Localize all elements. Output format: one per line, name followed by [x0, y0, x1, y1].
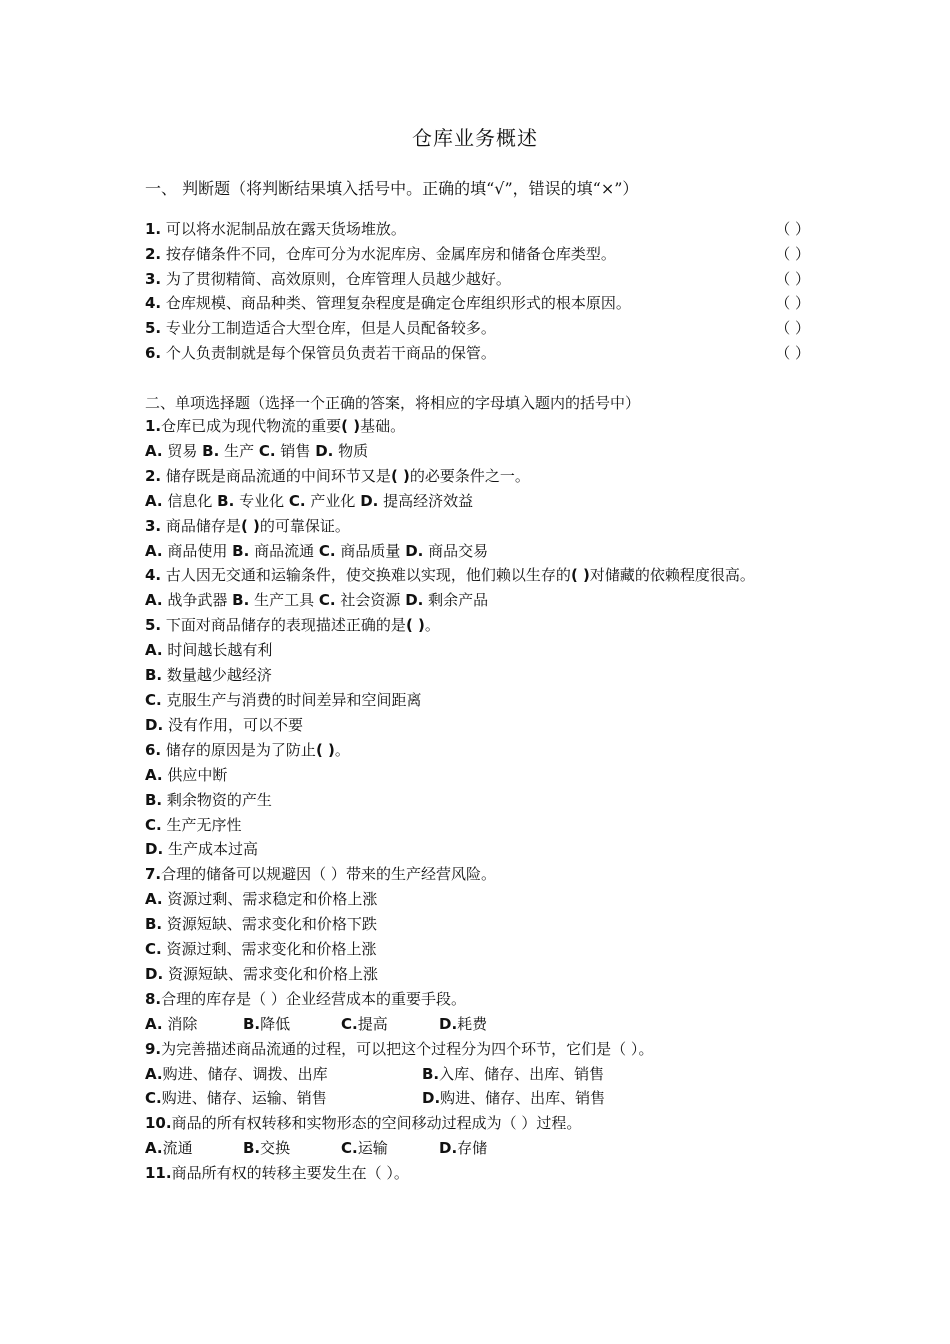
options-line: [145, 489, 810, 514]
option: [145, 766, 227, 784]
question-stem-end: 基础。: [360, 417, 406, 435]
option: [145, 965, 378, 983]
question-stem-end: 。: [393, 1164, 409, 1183]
question-number: 5.: [145, 616, 162, 635]
option-text: 入库、储存、出库、销售: [439, 1064, 605, 1083]
option: [145, 1012, 243, 1037]
option-text: 产业化: [310, 491, 356, 510]
option-letter: B.: [217, 491, 235, 510]
option-letter: A.: [145, 765, 163, 784]
question-stem-end: 对储藏的依赖程度很高。: [589, 566, 755, 585]
options-line: [145, 1062, 810, 1087]
option-letter: C.: [145, 940, 162, 959]
question-number: 6.: [145, 343, 162, 362]
question-number: 10.: [145, 1114, 172, 1133]
option: [145, 666, 272, 684]
question-line: [145, 464, 810, 489]
question-number: 4.: [145, 294, 162, 313]
tf-question: [145, 341, 810, 366]
option-letter: A.: [145, 491, 163, 510]
option: [422, 1086, 605, 1111]
tf-question: [145, 316, 810, 341]
options-line: [145, 439, 810, 464]
option-text: 生产: [224, 441, 255, 460]
tf-question: [145, 242, 810, 267]
question-line: [145, 514, 810, 539]
options-line: [145, 788, 810, 813]
options-line: [145, 937, 810, 962]
option-letter: B.: [243, 1139, 261, 1158]
option-text: 贸易: [167, 441, 198, 460]
answer-blank: ( ): [240, 516, 260, 535]
option-text: 销售: [280, 441, 311, 460]
option-text: 生产成本过高: [167, 840, 258, 859]
question-number: 7.: [145, 865, 162, 884]
option: [145, 890, 377, 908]
option-text: 社会资源: [340, 591, 401, 610]
option-letter: D.: [422, 1089, 441, 1108]
option: [422, 1062, 604, 1087]
question-line: [145, 1161, 810, 1186]
option-text: 时间越长越有利: [167, 641, 273, 660]
options-line: [145, 663, 810, 688]
question-text: 为了贯彻精简、高效原则，仓库管理人员越少越好。: [165, 269, 511, 288]
option-text: 资源过剩、需求稳定和价格上涨: [167, 890, 378, 909]
answer-blank: ( ): [315, 740, 335, 759]
option-text: 生产无序性: [166, 815, 242, 834]
option-letter: A.: [145, 441, 163, 460]
option: [145, 716, 303, 734]
option: [259, 442, 311, 460]
option: [145, 816, 242, 834]
answer-blank: （ ）: [311, 865, 346, 884]
option: [315, 442, 368, 460]
question-number: 4.: [145, 566, 162, 585]
section2-heading: 二、单项选择题（选择一个正确的答案，将相应的字母填入题内的括号中）: [145, 394, 641, 412]
options-line: [145, 837, 810, 862]
options-line: [145, 962, 810, 987]
question-stem-end: 带来的生产经营风险。: [345, 865, 496, 884]
answer-blank: （ ）: [775, 294, 810, 313]
option: [145, 940, 377, 958]
section1-heading: 一、 判断题（将判断结果填入括号中。正确的填“√”，错误的填“×”）: [145, 179, 639, 198]
options-line: [145, 1086, 810, 1111]
question-text: 个人负责制就是每个保管员负责若干商品的保管。: [165, 343, 496, 362]
option-text: 生产工具: [254, 591, 315, 610]
question-stem: 下面对商品储存的表现描述正确的是: [165, 616, 406, 635]
question-number: 2.: [145, 466, 162, 485]
answer-blank: （ ）: [775, 319, 810, 338]
option-text: 商品质量: [340, 541, 401, 560]
tf-question: [145, 217, 810, 242]
option-letter: A.: [145, 541, 163, 560]
question-line: [145, 862, 810, 887]
answer-blank: （ ）: [611, 1039, 639, 1058]
question-text: 仓库规模、商品种类、管理复杂程度是确定仓库组织形式的根本原因。: [165, 294, 631, 313]
option-text: 战争武器: [167, 591, 228, 610]
question-text: 按存储条件不同，仓库可分为水泥库房、金属库房和储备仓库类型。: [165, 244, 616, 263]
option-letter: D.: [145, 964, 164, 983]
question-line: [145, 987, 810, 1012]
option: [145, 1086, 422, 1111]
question-stem: 合理的库存是: [161, 989, 252, 1008]
options-line: [145, 713, 810, 738]
option-letter: D.: [145, 840, 164, 859]
option-letter: B.: [202, 441, 220, 460]
option-letter: A.: [145, 890, 163, 909]
option-text: 供应中断: [167, 765, 228, 784]
option: [145, 492, 212, 510]
option: [232, 591, 314, 609]
option: [319, 591, 401, 609]
options-line: [145, 763, 810, 788]
question-number: 3.: [145, 269, 162, 288]
options-line: [145, 887, 810, 912]
options-line: [145, 539, 810, 564]
question-number: 3.: [145, 516, 162, 535]
question-line: [145, 563, 810, 588]
option: [439, 1136, 537, 1161]
option-text: 消除: [167, 1014, 198, 1033]
question-stem: 储存的原因是为了防止: [165, 740, 316, 759]
question-number: 2.: [145, 244, 162, 263]
option-letter: C.: [145, 1089, 162, 1108]
option-text: 存储: [457, 1139, 488, 1158]
answer-blank: （ ）: [251, 989, 286, 1008]
option-letter: B.: [145, 790, 163, 809]
option-letter: C.: [258, 441, 276, 460]
options-line: [145, 588, 810, 613]
option-text: 资源短缺、需求变化和价格下跌: [166, 915, 377, 934]
question-stem-end: 的必要条件之一。: [409, 466, 530, 485]
option: [232, 542, 314, 560]
question-line: [145, 738, 810, 763]
option: [145, 791, 272, 809]
question-stem-end: 。: [424, 616, 440, 635]
question-line: [145, 1037, 810, 1062]
option-letter: A.: [145, 641, 163, 660]
option-text: 数量越少越经济: [166, 666, 272, 685]
options-line: [145, 1012, 810, 1037]
option-text: 耗费: [457, 1014, 488, 1033]
option: [145, 691, 422, 709]
option-text: 商品使用: [167, 541, 228, 560]
option-letter: C.: [145, 815, 162, 834]
option: [439, 1012, 537, 1037]
option-letter: C.: [145, 690, 162, 709]
option-text: 没有作用，可以不要: [167, 715, 303, 734]
option: [145, 840, 258, 858]
answer-blank: （ ）: [775, 269, 810, 288]
option: [289, 492, 356, 510]
option-letter: A.: [145, 1064, 163, 1083]
option: [145, 641, 272, 659]
document-title: 仓库业务概述: [412, 126, 538, 150]
option-letter: C.: [318, 541, 336, 560]
true-false-list: [145, 217, 810, 366]
option-letter: D.: [439, 1139, 458, 1158]
multiple-choice-list: [145, 414, 810, 1186]
question-stem: 仓库已成为现代物流的重要: [161, 417, 342, 435]
tf-question: [145, 267, 810, 292]
question-number: 5.: [145, 319, 162, 338]
option-text: 流通: [162, 1139, 193, 1158]
question-stem: 商品的所有权转移和实物形态的空间移动过程成为: [171, 1114, 502, 1133]
option: [202, 442, 254, 460]
option-text: 克服生产与消费的时间差异和空间距离: [166, 690, 422, 709]
options-line: [145, 638, 810, 663]
answer-blank: （ ）: [501, 1114, 537, 1133]
answer-blank: ( ): [390, 466, 410, 485]
option-letter: A.: [145, 591, 163, 610]
question-stem: 为完善描述商品流通的过程，可以把这个过程分为四个环节，它们是: [161, 1039, 612, 1058]
answer-blank: ( ): [570, 566, 590, 585]
options-line: [145, 912, 810, 937]
option-text: 购进、储存、调拨、出库: [162, 1064, 328, 1083]
answer-blank: （ ）: [366, 1164, 394, 1183]
answer-blank: ( ): [341, 417, 361, 435]
option-text: 资源过剩、需求变化和价格上涨: [166, 940, 377, 959]
question-stem-end: 的可靠保证。: [259, 516, 350, 535]
option-text: 购进、储存、出库、销售: [440, 1089, 606, 1108]
option-letter: C.: [341, 1139, 358, 1158]
question-stem: 商品所有权的转移主要发生在: [171, 1164, 367, 1183]
option-letter: D.: [405, 591, 424, 610]
option-text: 提高: [357, 1014, 388, 1033]
option: [145, 591, 227, 609]
answer-blank: （ ）: [775, 244, 810, 263]
answer-blank: （ ）: [775, 343, 810, 362]
option-text: 信息化: [167, 491, 213, 510]
option-letter: B.: [145, 666, 163, 685]
question-line: [145, 414, 810, 439]
question-text: 专业分工制造适合大型仓库，但是人员配备较多。: [165, 319, 496, 338]
option-letter: B.: [232, 541, 250, 560]
question-stem-end: 过程。: [536, 1114, 582, 1133]
option: [145, 1062, 422, 1087]
option-text: 提高经济效益: [383, 491, 474, 510]
option-letter: D.: [439, 1014, 458, 1033]
option-letter: C.: [288, 491, 306, 510]
option: [217, 492, 284, 510]
question-line: [145, 613, 810, 638]
question-number: 11.: [145, 1164, 172, 1183]
question-stem-end: 企业经营成本的重要手段。: [285, 989, 466, 1008]
option: [405, 542, 488, 560]
question-line: [145, 1111, 810, 1136]
options-line: [145, 813, 810, 838]
question-stem: 合理的储备可以规避因: [161, 865, 312, 884]
answer-blank: （ ）: [775, 220, 810, 238]
option-text: 物质: [338, 441, 369, 460]
question-stem: 古人因无交通和运输条件，使交换难以实现，他们赖以生存的: [165, 566, 571, 585]
question-stem: 储存既是商品流通的中间环节又是: [165, 466, 391, 485]
tf-question: [145, 291, 810, 316]
option: [360, 492, 473, 510]
option: [145, 542, 227, 560]
option: [145, 915, 377, 933]
option-letter: B.: [243, 1014, 261, 1033]
option-text: 交换: [260, 1139, 291, 1158]
option-text: 购进、储存、运输、销售: [161, 1089, 327, 1108]
option: [405, 591, 488, 609]
option: [243, 1136, 341, 1161]
question-number: 1.: [145, 220, 162, 238]
option-letter: B.: [422, 1064, 440, 1083]
option-letter: C.: [318, 591, 336, 610]
option-letter: D.: [145, 715, 164, 734]
question-number: 9.: [145, 1039, 162, 1058]
option-text: 降低: [260, 1014, 291, 1033]
option-letter: B.: [145, 915, 163, 934]
option-text: 商品交易: [428, 541, 489, 560]
option-letter: A.: [145, 1014, 163, 1033]
option-letter: C.: [341, 1014, 358, 1033]
option-text: 专业化: [239, 491, 285, 510]
answer-blank: ( ): [405, 616, 425, 635]
option-text: 商品流通: [254, 541, 315, 560]
option: [145, 442, 197, 460]
option-letter: D.: [315, 441, 334, 460]
question-text: 可以将水泥制品放在露天货场堆放。: [165, 220, 406, 238]
option: [319, 542, 401, 560]
option: [341, 1136, 439, 1161]
options-line: [145, 688, 810, 713]
question-stem-end: 。: [334, 740, 350, 759]
option-letter: D.: [360, 491, 379, 510]
option: [243, 1012, 341, 1037]
options-line: [145, 1136, 810, 1161]
question-number: 1.: [145, 417, 162, 435]
option-letter: D.: [405, 541, 424, 560]
question-stem: 商品储存是: [165, 516, 241, 535]
question-stem-end: 。: [638, 1039, 654, 1058]
question-number: 6.: [145, 740, 162, 759]
option-text: 资源短缺、需求变化和价格上涨: [167, 964, 378, 983]
option: [145, 1136, 243, 1161]
option-letter: A.: [145, 1139, 163, 1158]
option-text: 剩余物资的产生: [166, 790, 272, 809]
option-letter: B.: [232, 591, 250, 610]
option-text: 剩余产品: [428, 591, 489, 610]
option: [341, 1012, 439, 1037]
question-number: 8.: [145, 989, 162, 1008]
option-text: 运输: [357, 1139, 388, 1158]
